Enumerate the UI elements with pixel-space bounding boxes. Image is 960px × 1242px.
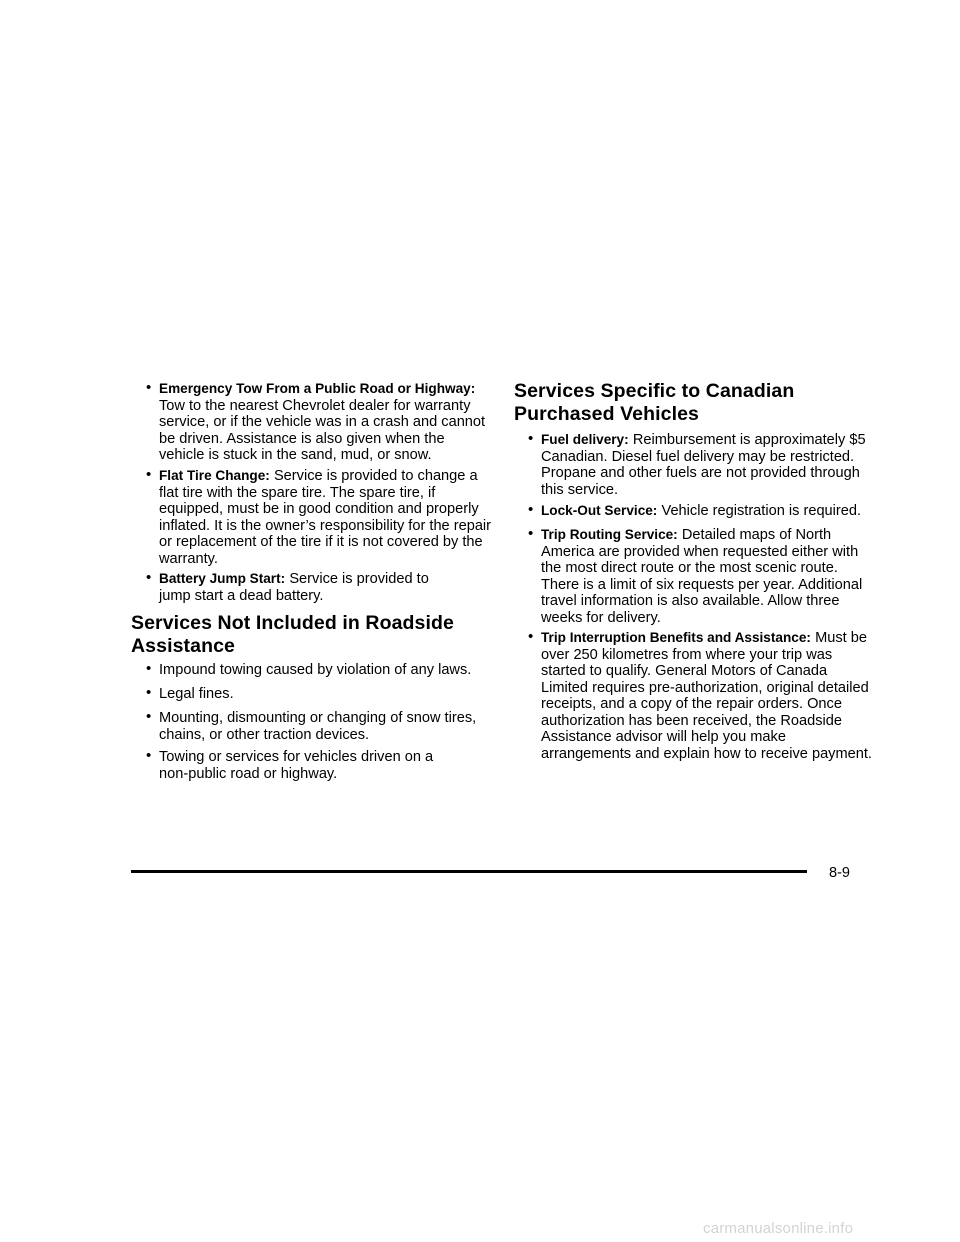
bullet-text: Must be over 250 kilometres from where your trip was started to qualify. General Motors of Canada Limited requires pre-authorization, original detailed receipts, and a copy of the repair orders. Once authorization has been received, the Roadside Assistance advisor will help you make arrangements and explain how to receive payment. <box>541 630 872 762</box>
bullet-dot-icon: • <box>146 747 152 764</box>
bullet-trip-interruption <box>528 628 874 762</box>
bullet-lead: Trip Interruption Benefits and Assistance: <box>541 630 811 645</box>
bullet-lock-out <box>528 501 874 520</box>
bullet-dot-icon: • <box>528 525 534 542</box>
bullet-text: Service is provided to change a flat tire with the spare tire. The spare tire, if equipped, must be in good condition and properly inflated. It is the owner’s responsibility for the repair or replacement of the tire if it is not covered by the warranty. <box>159 468 492 567</box>
bullet-dot-icon: • <box>528 501 534 518</box>
bullet-trip-routing <box>528 525 874 626</box>
bullet-dot-icon: • <box>146 379 152 396</box>
bullet-emergency-tow <box>146 379 493 464</box>
bullet-dot-icon: • <box>146 684 152 701</box>
list-item-text: Mounting, dismounting or changing of snow tires, chains, or other traction devices. <box>159 710 477 743</box>
section-heading-canadian: Services Specific to Canadian Purchased Vehicles <box>514 380 795 425</box>
bullet-dot-icon: • <box>146 708 152 725</box>
watermark: carmanualsonline.info <box>703 1220 854 1237</box>
bullet-lead: Flat Tire Change: <box>159 468 270 483</box>
bullet-lead: Emergency Tow From a Public Road or Highway: <box>159 381 476 396</box>
list-item <box>146 708 479 743</box>
list-item-text: Legal fines. <box>159 686 234 702</box>
bullet-fuel-delivery <box>528 430 874 498</box>
list-item <box>146 684 493 703</box>
bullet-dot-icon: • <box>528 430 534 447</box>
page-number: 8-9 <box>829 865 850 881</box>
bullet-flat-tire <box>146 466 493 567</box>
bullet-lead: Trip Routing Service: <box>541 527 678 542</box>
bullet-dot-icon: • <box>146 466 152 483</box>
bullet-text: Vehicle registration is required. <box>661 503 862 519</box>
list-item <box>146 747 449 782</box>
list-item-text: Impound towing caused by violation of any laws. <box>159 662 472 678</box>
bullet-lead: Battery Jump Start: <box>159 571 286 586</box>
bullet-text: Detailed maps of North America are provided when requested either with the most direct route or the most scenic route. There is a limit of six requests per year. Additional travel information is also available. Allow three weeks for delivery. <box>541 527 863 626</box>
bullet-lead: Lock-Out Service: <box>541 503 658 518</box>
list-item-text: Towing or services for vehicles driven on a non-public road or highway. <box>159 749 434 782</box>
section-heading-not-included: Services Not Included in Roadside Assistance <box>131 612 454 657</box>
bullet-lead: Fuel delivery: <box>541 432 629 447</box>
bullet-text: Tow to the nearest Chevrolet dealer for warranty service, or if the vehicle was in a crash and cannot be driven. Assistance is also given when the vehicle is stuck in the sand, mud, or snow. <box>159 397 486 463</box>
bullet-dot-icon: • <box>528 628 534 645</box>
bullet-dot-icon: • <box>146 660 152 677</box>
bullet-text: Service is provided to jump start a dead battery. <box>159 571 429 604</box>
bullet-battery-jump <box>146 569 459 604</box>
footer-rule <box>131 870 807 873</box>
bullet-text: Reimbursement is approximately $5 Canadian. Diesel fuel delivery may be restricted. Propane and other fuels are not provided through this service. <box>541 432 866 498</box>
list-item <box>146 660 493 679</box>
bullet-dot-icon: • <box>146 569 152 586</box>
